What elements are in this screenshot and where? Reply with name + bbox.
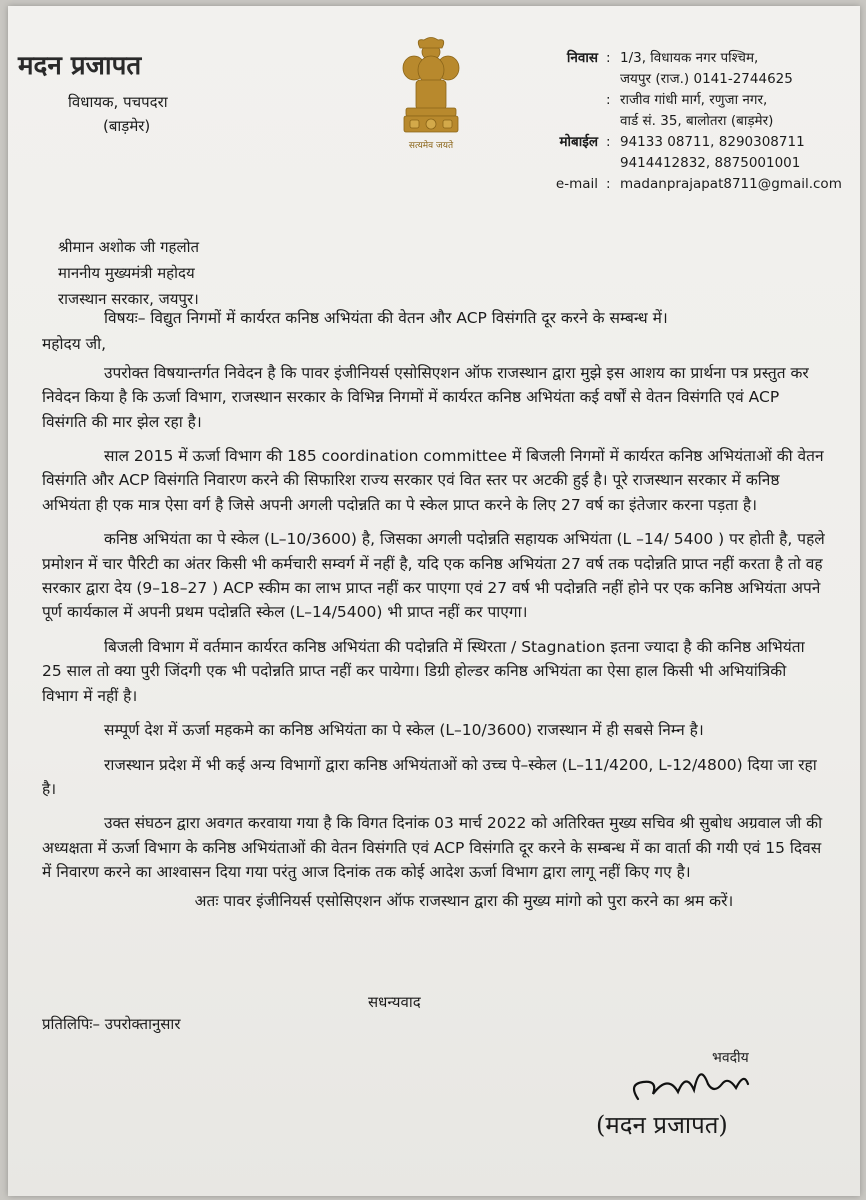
contact-sep: : <box>606 92 611 108</box>
contact-label: e-mail <box>555 176 598 192</box>
contact-label <box>508 69 606 90</box>
recipient-line: राजस्थान सरकार, जयपुर। <box>58 290 199 308</box>
contact-block <box>508 48 842 195</box>
contact-value: जयपुर (राज.) 0141-2744625 <box>620 71 793 87</box>
contact-label <box>508 111 606 132</box>
contact-row <box>508 90 842 111</box>
thanks-line: सधन्यवाद <box>368 993 421 1011</box>
recipient-line: माननीय मुख्यमंत्री महोदय <box>58 264 195 282</box>
contact-label: मोबाईल <box>559 134 598 150</box>
sender-district: (बाड़मेर) <box>103 117 151 135</box>
contact-sep <box>606 111 620 132</box>
contact-sep <box>606 153 620 174</box>
contact-value: वार्ड सं. 35, बालोतरा (बाड़मेर) <box>620 113 774 129</box>
contact-row <box>508 69 842 90</box>
copy-to-line: प्रतिलिपिः– उपरोक्तानुसार <box>42 1015 181 1033</box>
body-paragraph: सम्पूर्ण देश में ऊर्जा महकमे का कनिष्ठ अभियंता का पे स्केल (L–10/3600) राजस्थान में ही सबसे निम्न है। <box>104 721 704 740</box>
contact-row <box>508 132 842 153</box>
contact-value: 9414412832, 8875001001 <box>620 155 801 171</box>
email-address: madanprajapat8711@gmail.com <box>620 176 842 192</box>
body-paragraph: कनिष्ठ अभियंता का पे स्केल (L–10/3600) है, जिसका अगली पदोन्नति सहायक अभियंता (L –14/ 5400 ) पर होती है, पहले प्रमोशन में चार पैरिटी का अंतर किसी भी कर्मचारी सम्वर्ग में नहीं है, यदि एक कनिष्ठ अभियंता 27 वर्ष तक पदोन्नति प्राप्त नहीं करता है तो वह सरकार द्वारा देय (9–18–27 ) ACP स्कीम का लाभ प्राप्त नहीं कर पाएगा एवं 27 वर्ष भी पदोन्नति नहीं होने पर एक कनिष्ठ अभियंता अपने पूर्ण कार्यकाल में अपनी प्रथम पदोन्नति स्केल (L–14/5400) भी प्राप्त नहीं कर पाएगा। <box>42 530 825 622</box>
sender-designation: विधायक, पचपदरा <box>68 93 168 111</box>
contact-row <box>508 111 842 132</box>
body-paragraph: साल 2015 में ऊर्जा विभाग की 185 coordination committee में बिजली निगमों में कार्यरत कनिष्ठ अभियंताओं की वेतन विसंगति और ACP विसंगति निवारण करने की सिफारिश राज्य सरकार एवं वित स्तर पर अटकी हुई है। पूरे राजस्थान सरकार में कनिष्ठ अभियंता ही एक मात्र ऐसा वर्ग है जिसे अपनी अगली पदोन्नति का पे स्केल प्राप्त करने के लिए 27 वर्ष का इंतेजार करना पड़ता है। <box>42 447 824 514</box>
contact-sep: : <box>606 50 611 66</box>
contact-sep: : <box>606 176 611 192</box>
signature-icon <box>598 1054 798 1114</box>
state-emblem <box>390 34 472 152</box>
salutation: महोदय जी, <box>42 335 107 354</box>
contact-row <box>508 153 842 174</box>
contact-row <box>508 48 842 69</box>
letter-body <box>42 306 826 913</box>
body-paragraph: बिजली विभाग में वर्तमान कार्यरत कनिष्ठ अभियंता की पदोन्नति में स्थिरता / Stagnation इतना ज्यादा है की कनिष्ठ अभियंता 25 साल तो क्या पुरी जिंदगी एक भी पदोन्नति प्राप्त नहीं कर पायेगा। डिग्री होल्डर कनिष्ठ अभियंता का ऐसा हाल किसी भी अभियांत्रिकी विभाग में नहीं है। <box>42 637 805 705</box>
closing-request: अतः पावर इंजीनियर्स एसोसिएशन ऑफ राजस्थान द्वारा की मुख्य मांगो को पुरा करने का श्रम करें। <box>194 891 734 910</box>
sender-name: मदन प्रजापत <box>18 51 142 81</box>
contact-value: 94133 08711, 8290308711 <box>620 134 805 150</box>
contact-value: राजीव गांधी मार्ग, रणुजा नगर, <box>620 92 768 108</box>
contact-sep <box>606 69 620 90</box>
letter-sheet <box>8 6 860 1196</box>
contact-sep: : <box>606 134 611 150</box>
recipient-address <box>58 234 199 312</box>
body-paragraph: उक्त संघठन द्वारा अवगत करवाया गया है कि विगत दिनांक 03 मार्च 2022 को अतिरिक्त मुख्य सचिव श्री सुबोध अग्रवाल जी की अध्यक्षता में ऊर्जा विभाग के कनिष्ठ अभियंताओं की वेतन विसंगति एवं ACP विसंगति दूर करने के सम्बन्ध में का वार्ता की गयी एवं 15 दिवस में निवारण करने का आश्वासन दिया गया परंतु आज दिनांक तक कोई आदेश ऊर्जा विभाग द्वारा लागू नहीं किए गए है। <box>42 814 823 882</box>
subject-line: विषयः– विद्युत निगमों में कार्यरत कनिष्ठ अभियंता की वेतन और ACP विसंगति दूर करने के सम्बन्ध में। <box>104 309 668 327</box>
emblem-motto: सत्यमेव जयते <box>408 141 454 151</box>
contact-row <box>508 174 842 195</box>
recipient-line: श्रीमान अशोक जी गहलोत <box>58 238 200 256</box>
contact-value: 1/3, विधायक नगर पश्चिम, <box>620 50 759 66</box>
contact-label: निवास <box>566 50 598 66</box>
contact-label <box>508 153 606 174</box>
yours-faithfully: भवदीय <box>712 1050 749 1066</box>
body-paragraph: उपरोक्त विषयान्तर्गत निवेदन है कि पावर इंजीनियर्स एसोसिएशन ऑफ राजस्थान द्वारा मुझे इस आशय का प्रार्थना पत्र प्रस्तुत कर निवेदन किया है कि ऊर्जा विभाग, राजस्थान सरकार के विभिन्न निगमों में कार्यरत कनिष्ठ अभियंता कई वर्षों से वेतन विसंगति एवं ACP विसंगति की मार झेल रहा है। <box>42 363 809 431</box>
signature-name: (मदन प्रजापत) <box>596 1111 728 1139</box>
contact-label <box>508 90 606 111</box>
lion-capital-icon <box>390 34 472 152</box>
body-paragraph: राजस्थान प्रदेश में भी कई अन्य विभागों द्वारा कनिष्ठ अभियंताओं को उच्च पे–स्केल (L–11/4200, L-12/4800) दिया जा रहा है। <box>42 755 817 798</box>
